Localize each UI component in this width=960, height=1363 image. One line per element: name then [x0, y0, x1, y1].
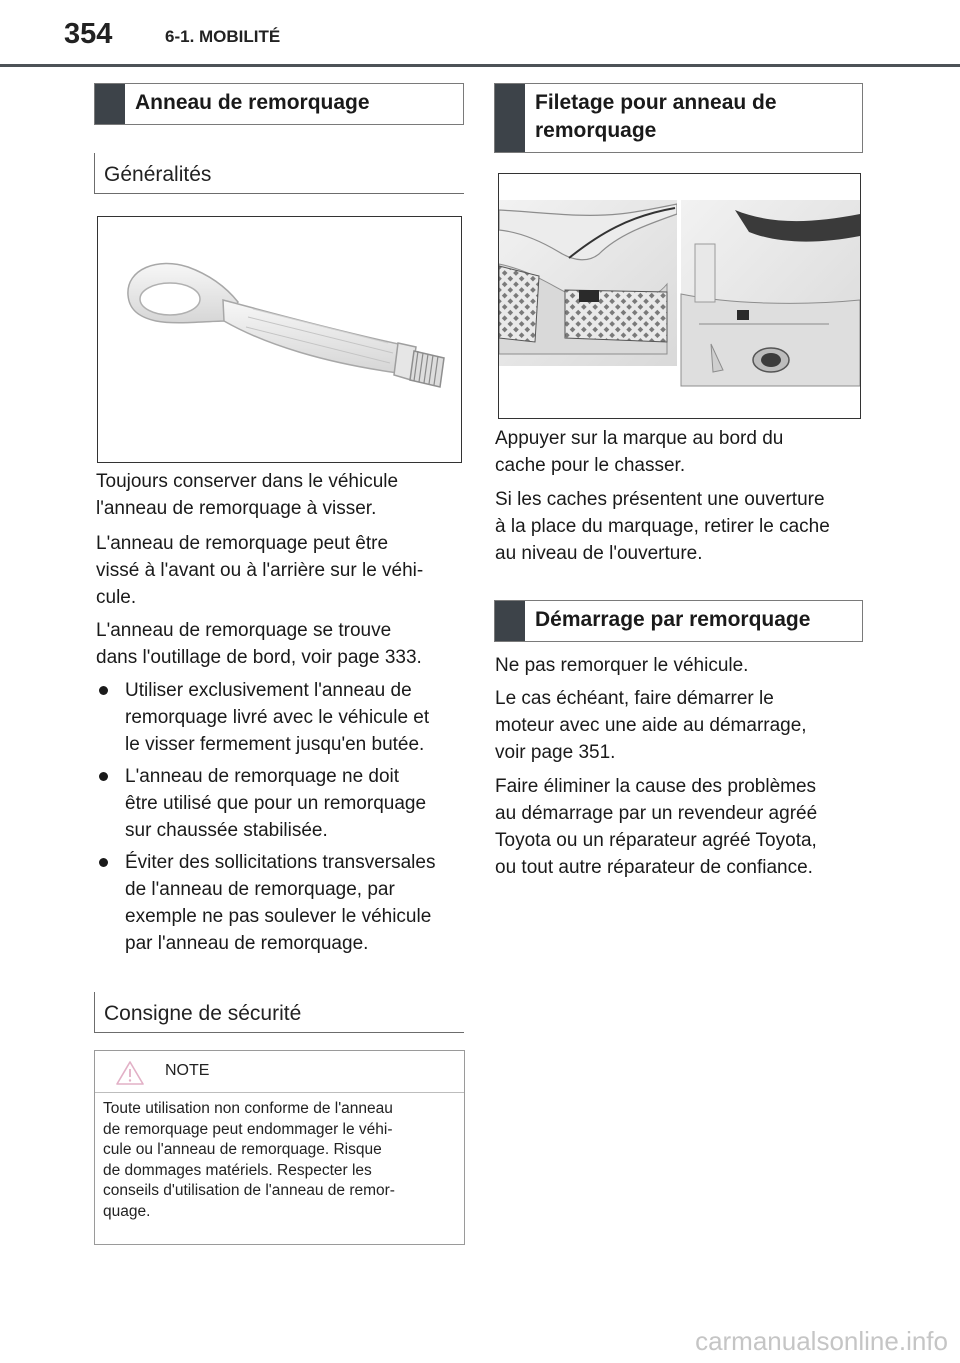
- text-line: à la place du marquage, retirer le cache: [495, 516, 830, 537]
- tow-ring-illustration: [98, 217, 461, 462]
- paragraph-location: [96, 617, 422, 671]
- text-line: Si les caches présentent une ouverture: [495, 489, 825, 510]
- text-line: cache pour le chasser.: [495, 455, 686, 476]
- section-heading-tow-start: [494, 600, 863, 642]
- bullet-dot-icon: [99, 772, 108, 781]
- text-line: sur chaussée stabilisée.: [125, 820, 328, 841]
- text-line: de dommages matériels. Respecter les: [103, 1161, 372, 1179]
- page-number: 354: [64, 18, 113, 50]
- text-line: Appuyer sur la marque au bord du: [495, 428, 784, 449]
- text-line: Utiliser exclusivement l'anneau de: [125, 680, 412, 701]
- text-line: cule.: [96, 587, 137, 608]
- text-line: Toujours conserver dans le véhicule: [96, 471, 399, 492]
- page-header: [0, 0, 960, 67]
- section-heading-tow-ring: [94, 83, 464, 125]
- subheading-general: [94, 153, 464, 194]
- text-line: être utilisé que pour un remorquage: [125, 793, 427, 814]
- tow-ring-figure: [97, 216, 462, 463]
- section-heading-bar: [95, 84, 125, 124]
- text-line: le visser fermement jusqu'en butée.: [125, 734, 425, 755]
- text-line: par l'anneau de remorquage.: [125, 933, 369, 954]
- paragraph-opening: [495, 486, 830, 567]
- subheading-text: Consigne de sécurité: [104, 1002, 302, 1025]
- text-line: L'anneau de remorquage ne doit: [125, 766, 400, 787]
- bumper-covers-illustration: [499, 174, 860, 418]
- subheading-text: Généralités: [104, 163, 212, 186]
- text-line: de l'anneau de remorquage, par: [125, 879, 395, 900]
- paragraph-dealer: [495, 773, 817, 881]
- bumper-cover-figure: [498, 173, 861, 419]
- section-heading-text: Anneau de remorquage: [135, 91, 370, 114]
- watermark: carmanualsonline.info: [695, 1326, 948, 1356]
- text-line: remorquage: [535, 119, 657, 142]
- section-heading-thread: [494, 83, 863, 153]
- text-line: dans l'outillage de bord, voir page 333.: [96, 647, 422, 668]
- text-line: exemple ne pas soulever le véhicule: [125, 906, 432, 927]
- text-line: Filetage pour anneau de: [535, 91, 777, 114]
- paragraph-screw-position: [96, 530, 423, 611]
- section-heading-text: Démarrage par remorquage: [535, 608, 811, 631]
- text-line: au niveau de l'ouverture.: [495, 543, 703, 564]
- text-line: de remorquage peut endommager le véhi-: [103, 1120, 393, 1138]
- section-heading-bar: [495, 601, 525, 641]
- warning-triangle-icon: [115, 1060, 145, 1086]
- section-heading-text: [535, 89, 854, 145]
- chapter-title: 6-1. MOBILITÉ: [165, 27, 281, 46]
- bullet-item: [99, 849, 464, 961]
- text-line: Le cas échéant, faire démarrer le: [495, 688, 774, 709]
- note-box: [94, 1050, 465, 1245]
- text-line: moteur avec une aide au démarrage,: [495, 715, 807, 736]
- bullet-item: [99, 763, 464, 847]
- text-line: L'anneau de remorquage peut être: [96, 533, 389, 554]
- note-text: [103, 1099, 456, 1222]
- section-heading-bar: [495, 84, 525, 152]
- text-line: au démarrage par un revendeur agréé: [495, 803, 818, 824]
- text-line: Toute utilisation non conforme de l'anneau: [103, 1100, 393, 1117]
- text-line: Toyota ou un réparateur agréé Toyota,: [495, 830, 817, 851]
- text-line: vissé à l'avant ou à l'arrière sur le véhi-: [96, 560, 424, 581]
- text-line: l'anneau de remorquage à visser.: [96, 498, 377, 519]
- text-line: conseils d'utilisation de l'anneau de remor-: [103, 1182, 395, 1199]
- bullet-item: [99, 677, 464, 761]
- note-header: [95, 1051, 464, 1093]
- note-label: NOTE: [165, 1062, 210, 1079]
- text-line: Éviter des sollicitations transversales: [125, 852, 436, 873]
- paragraph-no-tow: [495, 652, 748, 679]
- paragraph-keep-ring: [96, 468, 398, 522]
- bullet-dot-icon: [99, 686, 108, 695]
- paragraph-press-mark: [495, 425, 783, 479]
- text-line: remorquage livré avec le véhicule et: [125, 707, 430, 728]
- text-line: cule ou l'anneau de remorquage. Risque: [103, 1141, 382, 1158]
- text-line: Ne pas remorquer le véhicule.: [495, 655, 749, 676]
- text-line: ou tout autre réparateur de confiance.: [495, 857, 813, 878]
- paragraph-jump-start: [495, 685, 807, 766]
- bullet-dot-icon: [99, 858, 108, 867]
- text-line: Faire éliminer la cause des problèmes: [495, 776, 817, 797]
- text-line: L'anneau de remorquage se trouve: [96, 620, 392, 641]
- text-line: quage.: [103, 1202, 151, 1220]
- subheading-safety: [94, 992, 464, 1033]
- text-line: voir page 351.: [495, 742, 616, 763]
